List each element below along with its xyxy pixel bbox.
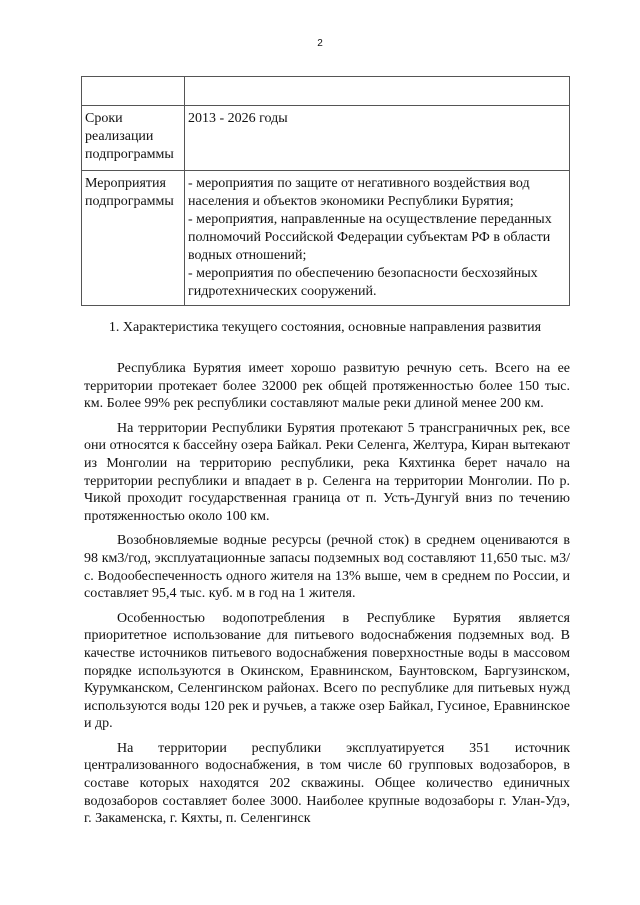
measures-item: - мероприятия по защите от негативного воздействия вод населения и объектов экономики Республики Бурятия; [188,176,530,209]
body-text [84,360,570,835]
paragraph: Республика Бурятия имеет хорошо развитую речную сеть. Всего на ее территории протекает более 32000 рек общей протяженностью более 150 тыс. км. Более 99% рек республики составляют малые реки длиной менее 200 км. [84,361,570,412]
period-label: Сроки реализации подпрограммы [82,106,185,171]
measures-item: - мероприятия по обеспечению безопасности бесхозяйных гидротехнических сооружений. [188,266,538,299]
paragraph: На территории республики эксплуатируется 351 источник централизованного водоснабжения, в том числе 60 групповых водозаборов, в составе которых находятся 202 скважины. Общее количество единичных водозаборов составляет более 3000. Наиболее крупные водозаборы г. Улан-Удэ, г. Закаменска, г. Кяхты, п. Селенгинск [84,740,570,827]
section-heading: 1. Характеристика текущего состояния, основные направления развития [108,320,542,335]
table-cell-value [185,77,570,106]
table-row [82,171,570,306]
measures-value [185,171,570,306]
table-row [82,106,570,171]
page-number: 2 [317,38,323,49]
measures-item: - мероприятия, направленные на осуществление переданных полномочий Российской Федерации субъектам РФ в области водных отношений; [188,212,552,263]
table-row [82,77,570,106]
paragraph: Особенностью водопотребления в Республике Бурятия является приоритетное использование для питьевого водоснабжения подземных вод. В качестве источников питьевого водоснабжения поверхностные воды в массовом порядке используются в Окинском, Еравнинском, Баунтовском, Баргузинском, Курумканском, Селенгинском районах. Всего по республике для питьевых нужд используются воды 120 рек и ручьев, а также озер Байкал, Гусиное, Еравнинское и др. [84,610,570,732]
measures-label: Мероприятия подпрограммы [82,171,185,306]
paragraph: Возобновляемые водные ресурсы (речной сток) в среднем оцениваются в 98 км3/год, эксплуатационные запасы подземных вод составляют 11,650 тыс. м3/с. Водообеспеченность одного жителя на 13% выше, чем в среднем по России, и составляет 95,4 тыс. куб. м в год на 1 жителя. [84,533,570,602]
subprogram-passport-table [81,76,570,306]
paragraph: На территории Республики Бурятия протекают 5 трансграничных рек, все они относятся к бассейну озера Байкал. Реки Селенга, Желтура, Киран вытекают из Монголии на территорию республики, река Кяхтинка берет начало на территории республики и впадает в р. Селенга на территории Монголии. По р. Чикой проходит государственная граница от п. Усть-Дунгуй вниз по течению протяженностью около 100 км. [84,420,570,524]
period-value: 2013 - 2026 годы [185,106,570,171]
table-cell-label [82,77,185,106]
